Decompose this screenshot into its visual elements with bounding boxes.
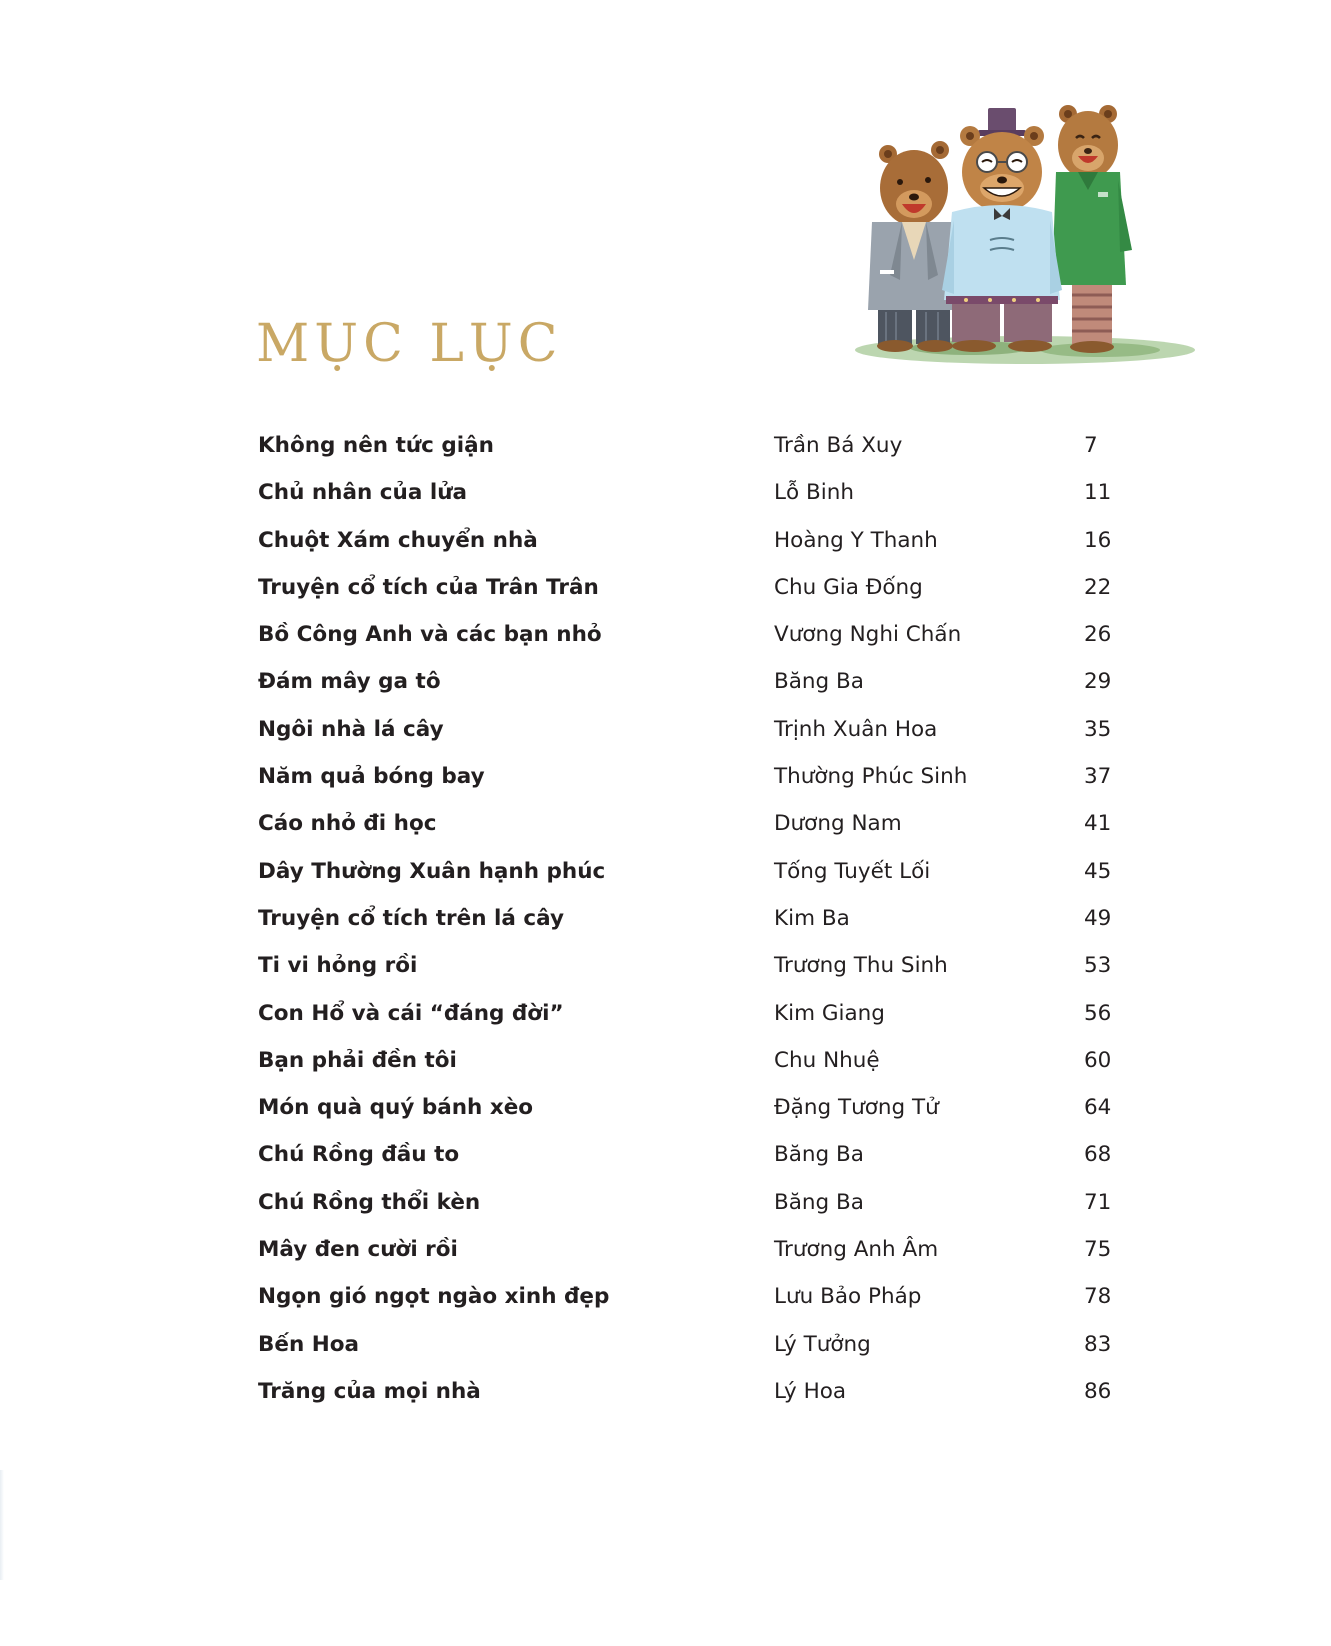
story-title: Món quà quý bánh xèo (258, 1095, 534, 1121)
page-number: 29 (1084, 669, 1112, 695)
story-title: Ngôi nhà lá cây (258, 716, 444, 742)
story-author: Hoàng Y Thanh (774, 527, 938, 553)
toc-entry[interactable] (258, 763, 1138, 810)
toc-entry[interactable] (258, 574, 1138, 621)
story-title: Truyện cổ tích của Trân Trân (258, 574, 599, 600)
page-title: MỤC LỤC (256, 314, 563, 374)
story-title: Chủ nhân của lửa (258, 480, 468, 506)
story-author: Chu Gia Đống (774, 574, 923, 600)
toc-entry[interactable] (258, 1141, 1138, 1188)
toc-entry[interactable] (258, 952, 1138, 999)
toc-entry[interactable] (258, 1189, 1138, 1236)
page-number: 53 (1084, 953, 1112, 979)
bears-drawing (850, 100, 1210, 390)
page-number: 71 (1084, 1189, 1112, 1215)
story-author: Lý Hoa (774, 1378, 847, 1404)
three-bears-illustration (850, 100, 1210, 390)
page-number: 83 (1084, 1331, 1112, 1357)
story-author: Băng Ba (774, 1189, 864, 1215)
story-author: Lỗ Binh (774, 480, 854, 506)
toc-entry[interactable] (258, 1378, 1138, 1425)
story-author: Dương Nam (774, 811, 902, 837)
page-number: 45 (1084, 858, 1112, 884)
page-edge-shadow (0, 1470, 4, 1580)
toc-entry[interactable] (258, 1283, 1138, 1330)
story-title: Trăng của mọi nhà (258, 1378, 481, 1404)
page-number: 35 (1084, 716, 1112, 742)
story-author: Trịnh Xuân Hoa (774, 716, 938, 742)
story-title: Ti vi hỏng rồi (258, 953, 418, 979)
page-number: 16 (1084, 527, 1112, 553)
toc-entry[interactable] (258, 1000, 1138, 1047)
toc-entry[interactable] (258, 621, 1138, 668)
page-number: 7 (1084, 433, 1098, 458)
toc-entry[interactable] (258, 1047, 1138, 1094)
story-author: Băng Ba (774, 1142, 864, 1168)
story-title: Không nên tức giận (258, 433, 494, 458)
page-number: 56 (1084, 1000, 1112, 1026)
story-title: Con Hổ và cái “đáng đời” (258, 1000, 564, 1026)
page-number: 41 (1084, 811, 1112, 837)
page-number: 60 (1084, 1047, 1112, 1073)
story-author: Lý Tưởng (774, 1331, 871, 1357)
page-number: 37 (1084, 764, 1112, 790)
left-bear (868, 141, 962, 352)
story-title: Bồ Công Anh và các bạn nhỏ (258, 622, 602, 648)
story-author: Vương Nghi Chấn (774, 622, 962, 648)
right-bear (1052, 105, 1132, 353)
story-author: Tống Tuyết Lối (774, 858, 931, 884)
story-author: Trương Thu Sinh (774, 953, 948, 979)
story-title: Đám mây ga tô (258, 669, 441, 695)
story-title: Ngọn gió ngọt ngào xinh đẹp (258, 1284, 610, 1310)
page-number: 86 (1084, 1378, 1112, 1404)
story-author: Lưu Bảo Pháp (774, 1284, 922, 1310)
toc-entry[interactable] (258, 905, 1138, 952)
story-title: Dây Thường Xuân hạnh phúc (258, 858, 606, 884)
story-author: Đặng Tương Tử (774, 1095, 939, 1121)
toc-entry[interactable] (258, 858, 1138, 905)
story-author: Kim Giang (774, 1000, 885, 1026)
page-number: 49 (1084, 905, 1112, 931)
toc-entry[interactable] (258, 1236, 1138, 1283)
toc-entry[interactable] (258, 527, 1138, 574)
page-number: 22 (1084, 574, 1112, 600)
page-number: 11 (1084, 480, 1112, 506)
story-title: Bến Hoa (258, 1331, 360, 1357)
toc-entry[interactable] (258, 810, 1138, 857)
story-title: Năm quả bóng bay (258, 764, 485, 790)
page-number: 68 (1084, 1142, 1112, 1168)
middle-bear (942, 108, 1062, 352)
story-author: Chu Nhuệ (774, 1047, 880, 1073)
story-title: Chuột Xám chuyển nhà (258, 527, 538, 553)
toc-entry[interactable] (258, 432, 1138, 479)
toc-entry[interactable] (258, 1094, 1138, 1141)
story-author: Trương Anh Âm (774, 1237, 939, 1263)
toc-entry[interactable] (258, 479, 1138, 526)
page-number: 78 (1084, 1284, 1112, 1310)
story-title: Mây đen cười rồi (258, 1237, 458, 1263)
story-title: Cáo nhỏ đi học (258, 811, 437, 837)
story-title: Truyện cổ tích trên lá cây (258, 905, 565, 931)
story-author: Kim Ba (774, 905, 850, 931)
toc-entry[interactable] (258, 1331, 1138, 1378)
toc-entry[interactable] (258, 668, 1138, 715)
toc-entry[interactable] (258, 716, 1138, 763)
page-number: 64 (1084, 1095, 1112, 1121)
story-author: Trần Bá Xuy (774, 433, 903, 458)
page-number: 26 (1084, 622, 1112, 648)
story-title: Chú Rồng đầu to (258, 1142, 460, 1168)
table-of-contents (258, 432, 1138, 1425)
story-title: Chú Rồng thổi kèn (258, 1189, 481, 1215)
story-author: Thường Phúc Sinh (774, 764, 968, 790)
story-title: Bạn phải đền tôi (258, 1047, 457, 1073)
page-number: 75 (1084, 1237, 1112, 1263)
story-author: Băng Ba (774, 669, 864, 695)
